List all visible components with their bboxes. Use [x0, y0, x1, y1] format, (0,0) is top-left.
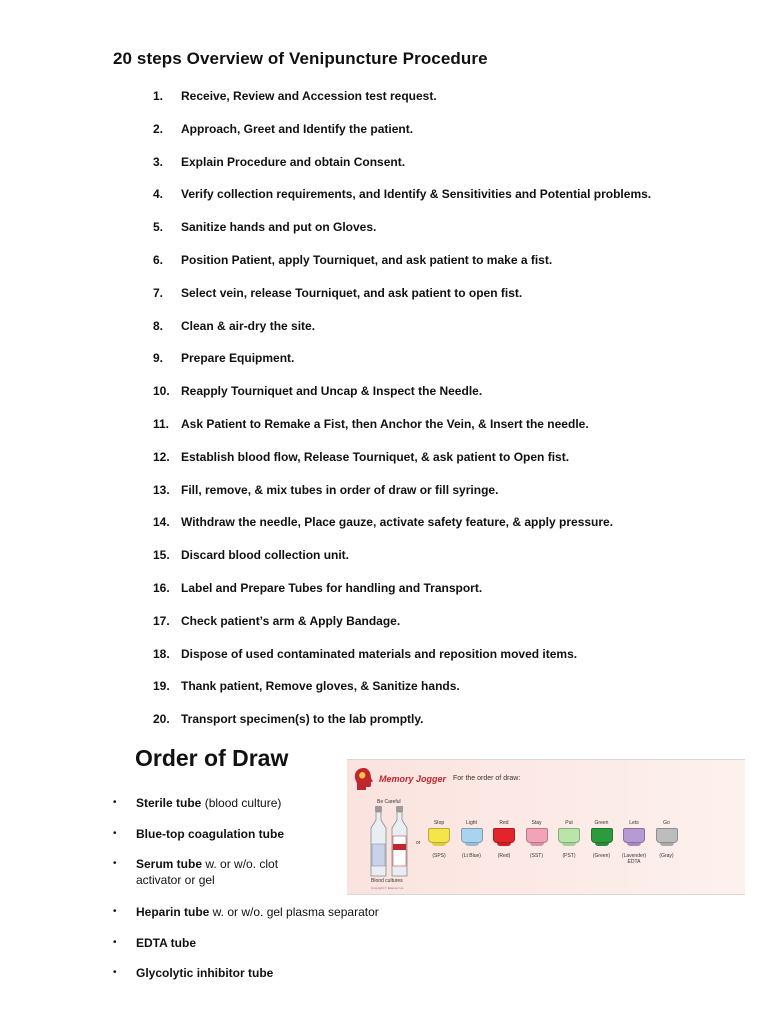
draw-item-name: Heparin tube [136, 905, 210, 919]
step-number: 7. [153, 285, 164, 300]
page-title: 20 steps Overview of Venipuncture Procedure [113, 49, 488, 68]
step-number: 15. [153, 548, 170, 563]
tube-mnemonic-word: Red [499, 820, 509, 826]
tube-mnemonic-word: Light [466, 820, 477, 826]
tube-item [458, 820, 486, 859]
step-number: 2. [153, 121, 164, 136]
draw-item-detail: (blood culture) [201, 796, 282, 810]
step-text: Thank patient, Remove gloves, & Sanitize hands. [181, 679, 460, 694]
step-number: 19. [153, 679, 170, 694]
step-item [153, 677, 651, 710]
step-number: 16. [153, 580, 170, 595]
bullet: • [113, 967, 117, 978]
draw-item-name: EDTA tube [136, 936, 196, 950]
step-number: 10. [153, 384, 170, 399]
or-label: or [416, 840, 421, 846]
step-text: Prepare Equipment. [181, 351, 295, 366]
step-text: Fill, remove, & mix tubes in order of draw or fill syringe. [181, 482, 499, 497]
draw-list-item [113, 904, 379, 920]
tube-code: (SST) [529, 853, 544, 859]
step-text: Explain Procedure and obtain Consent. [181, 154, 406, 169]
step-item [153, 513, 651, 546]
memory-jogger-subtitle: For the order of draw: [453, 775, 521, 782]
tube-item [523, 820, 551, 859]
step-number: 5. [153, 220, 164, 235]
tube-item [425, 820, 453, 859]
head-icon [352, 766, 376, 792]
tube-item [555, 820, 583, 859]
step-item [153, 546, 651, 579]
tube-cap-icon [428, 828, 450, 843]
step-item [153, 349, 651, 382]
tube-cap-icon [558, 828, 580, 843]
step-number: 12. [153, 449, 170, 464]
step-text: Withdraw the needle, Place gauze, activate safety feature, & apply pressure. [181, 515, 614, 530]
tube-mnemonic-word: Go [663, 820, 670, 826]
step-item [153, 382, 651, 415]
tube-cap-icon [656, 828, 678, 843]
step-number: 1. [153, 89, 164, 103]
step-text: Transport specimen(s) to the lab promptly. [181, 712, 424, 727]
tube-cap-icon [526, 828, 548, 843]
draw-item-name: Glycolytic inhibitor tube [136, 966, 274, 980]
step-item [153, 153, 651, 186]
draw-list-item [113, 965, 273, 981]
draw-item-name: Serum tube [136, 857, 203, 871]
step-item [153, 120, 651, 153]
step-item [153, 481, 651, 514]
step-item [153, 448, 651, 481]
blood-cultures-label: Blood cultures [371, 878, 403, 884]
tube-mnemonic-word: Lets [629, 820, 639, 826]
procedure-steps-list [153, 87, 651, 743]
order-of-draw-heading: Order of Draw [135, 745, 289, 771]
step-number: 6. [153, 252, 164, 267]
draw-list-item [113, 826, 284, 842]
step-text: Clean & air-dry the site. [181, 318, 316, 333]
step-number: 13. [153, 482, 170, 497]
tube-code: (Lt Blue) [462, 853, 481, 859]
tube-item [588, 820, 616, 859]
step-item [153, 185, 651, 218]
step-number: 18. [153, 646, 170, 661]
step-item [153, 317, 651, 350]
step-text: Approach, Greet and Identify the patient. [181, 121, 414, 136]
step-number: 14. [153, 515, 170, 530]
tube-mnemonic-word: Green [594, 820, 609, 826]
step-number: 17. [153, 613, 170, 628]
tube-cap-icon [493, 828, 515, 843]
step-number: 4. [153, 187, 164, 202]
tube-code: (Red) [497, 853, 511, 859]
step-text: Label and Prepare Tubes for handling and Transport. [181, 580, 483, 595]
step-text: Dispose of used contaminated materials and reposition moved items. [181, 646, 578, 661]
tube-cap-icon [591, 828, 613, 843]
bullet: • [113, 858, 117, 869]
step-text: Sanitize hands and put on Gloves. [181, 220, 377, 235]
tube-item [490, 820, 518, 859]
bullet: • [113, 937, 117, 948]
draw-list-item [113, 935, 196, 951]
step-item [153, 645, 651, 678]
memory-jogger-title: Memory Jogger [379, 774, 447, 784]
tube-item [653, 820, 681, 859]
step-item [153, 284, 651, 317]
step-number: 9. [153, 351, 164, 366]
step-item [153, 218, 651, 251]
step-text: Select vein, release Tourniquet, and ask patient to open fist. [181, 285, 523, 300]
step-text: Reapply Tourniquet and Uncap & Inspect the Needle. [181, 384, 483, 399]
bullet: • [113, 828, 117, 839]
draw-item-name: Sterile tube [136, 796, 202, 810]
step-text: Ask Patient to Remake a Fist, then Anchor the Vein, & Insert the needle. [181, 416, 589, 431]
step-item [153, 415, 651, 448]
step-number: 3. [153, 154, 164, 169]
step-item [153, 87, 651, 120]
tube-cap-icon [623, 828, 645, 843]
step-item [153, 710, 651, 743]
step-text: Discard blood collection unit. [181, 548, 350, 563]
bullet: • [113, 797, 117, 808]
draw-item-name: Blue-top coagulation tube [136, 827, 284, 841]
tube-code: (SPS) [432, 853, 446, 859]
step-number: 11. [153, 416, 170, 431]
step-text: Receive, Review and Accession test request. [181, 89, 437, 103]
be-careful-label: Be Careful [377, 799, 401, 805]
draw-item-detail: w. or w/o. gel plasma separator [209, 905, 379, 919]
step-item [153, 579, 651, 612]
step-text: Establish blood flow, Release Tourniquet, & ask patient to Open fist. [181, 449, 570, 464]
tube-extra-label: EDTA [627, 859, 641, 865]
step-number: 8. [153, 318, 164, 333]
tube-code: (Lavender) [621, 853, 647, 859]
step-text: Check patient’s arm & Apply Bandage. [181, 613, 401, 628]
memory-jogger-figure [347, 759, 745, 895]
step-text: Verify collection requirements, and Identify & Sensitivities and Potential problems. [181, 187, 652, 202]
tube-mnemonic-word: Stay [531, 820, 542, 826]
tube-mnemonic-word: Stop [433, 820, 445, 826]
draw-list-item [113, 856, 278, 888]
bullet: • [113, 906, 117, 917]
step-text: Position Patient, apply Tourniquet, and ask patient to make a fist. [181, 252, 553, 267]
draw-item-detail: w. or w/o. clot [202, 857, 279, 871]
copyright-note: Copyright © Elsevier Inc. [371, 886, 405, 890]
tube-mnemonic-word: Put [565, 820, 573, 826]
blood-culture-bottles-icon [369, 806, 413, 878]
step-item [153, 612, 651, 645]
draw-list-item [113, 795, 281, 811]
draw-item-detail-line2: activator or gel [136, 873, 215, 887]
tube-item [620, 820, 648, 865]
tube-code: (Green) [592, 853, 611, 859]
tube-cap-icon [461, 828, 483, 843]
step-number: 20. [153, 712, 170, 727]
tube-code: (PST) [562, 853, 576, 859]
tube-code: (Gray) [659, 853, 674, 859]
step-item [153, 251, 651, 284]
